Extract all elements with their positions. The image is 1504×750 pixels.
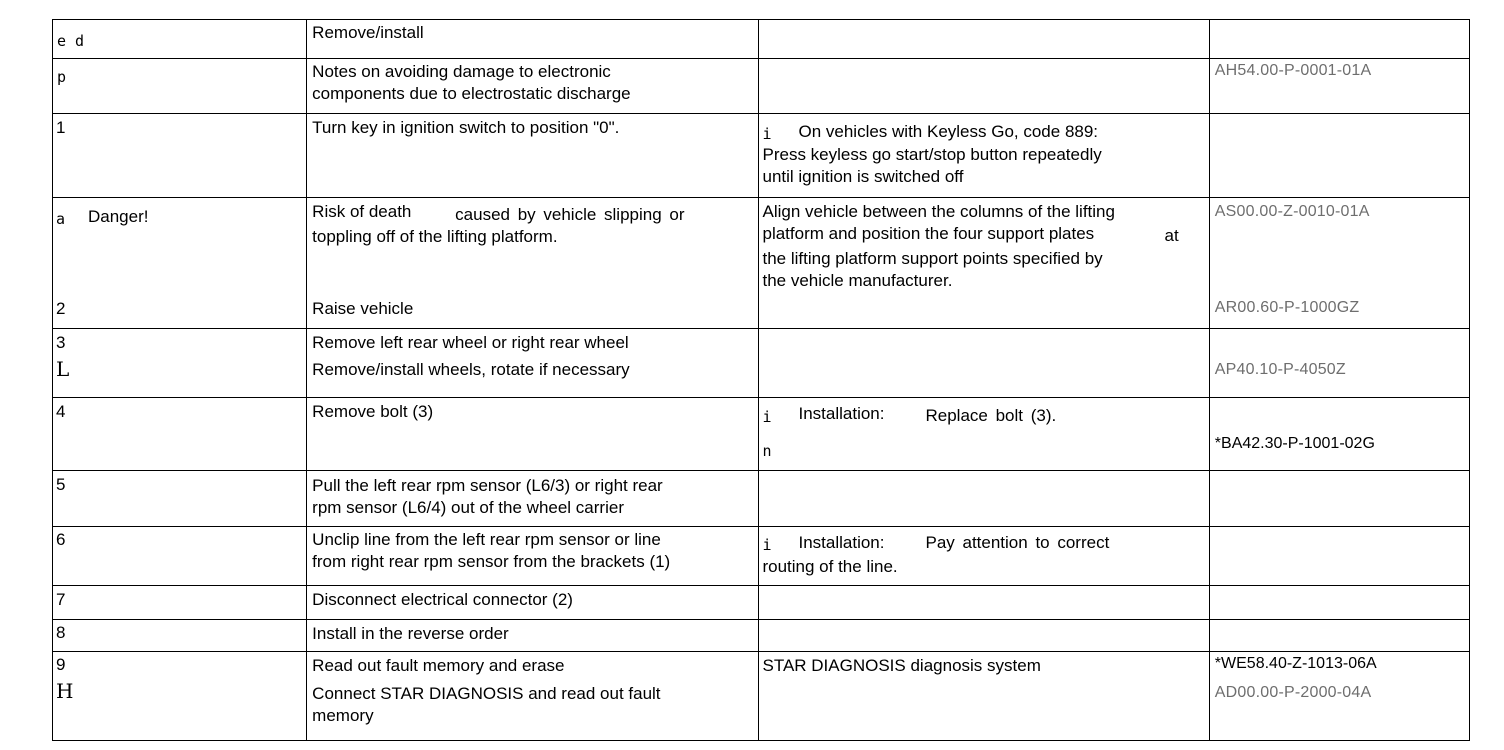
danger-text: caused by vehicle slipping or (455, 205, 685, 224)
document-reference[interactable]: *WE58.40-Z-1013-06A (1214, 655, 1377, 672)
step-text: Notes on avoiding damage to electronic (312, 62, 611, 81)
step-number: 3 (56, 333, 66, 352)
step-number: 6 (56, 530, 66, 549)
symbol-ed: e d (57, 32, 85, 50)
symbol-h: H (56, 679, 74, 703)
step-text: from right rear rpm sensor from the brackets (1) (312, 552, 671, 571)
step-text: Read out fault memory and erase (312, 656, 565, 675)
step-number: 2 (56, 299, 66, 318)
note-icon: n (762, 442, 772, 460)
table-row (53, 471, 1470, 527)
table-row (53, 20, 1470, 59)
step-number: 1 (56, 118, 66, 137)
note-text: Installation: (798, 404, 885, 423)
info-icon: i (762, 408, 772, 426)
note-text: Replace bolt (3). (925, 406, 1057, 425)
table-row (53, 198, 1470, 329)
note-text: Press keyless go start/stop button repeatedly (762, 145, 1102, 164)
table-row (53, 527, 1470, 586)
step-text: memory (312, 706, 374, 725)
procedure-table (52, 19, 1470, 741)
table-row (53, 586, 1470, 620)
note-text: at (1164, 226, 1179, 245)
table-row (53, 329, 1470, 398)
document-reference[interactable]: AH54.00-P-0001-01A (1214, 62, 1372, 79)
step-text: Pull the left rear rpm sensor (L6/3) or right rear (312, 476, 663, 495)
step-number: 8 (56, 623, 66, 642)
warning-icon: a (56, 210, 66, 228)
step-text: Remove bolt (3) (312, 402, 434, 421)
note-text: Installation: (798, 533, 885, 552)
step-number: 9 (56, 655, 66, 674)
note-text: until ignition is switched off (762, 167, 964, 186)
step-text: Install in the reverse order (312, 624, 509, 643)
danger-label: Danger! (88, 207, 149, 226)
step-text: Disconnect electrical connector (2) (312, 590, 573, 609)
document-reference[interactable]: AS00.00-Z-0010-01A (1214, 203, 1370, 220)
step-text: Unclip line from the left rear rpm sensor or line (312, 530, 661, 549)
note-text: Pay attention to correct (925, 533, 1110, 552)
danger-text: Risk of death (312, 202, 412, 221)
info-icon: i (762, 125, 772, 143)
table-row (53, 398, 1470, 471)
symbol-p: p (57, 68, 67, 86)
table-row (53, 59, 1470, 114)
note-text: platform and position the four support plates (762, 224, 1095, 243)
step-text: Turn key in ignition switch to position "0". (312, 118, 620, 137)
step-text: components due to electrostatic discharge (312, 84, 631, 103)
step-text: Connect STAR DIAGNOSIS and read out fault (312, 684, 661, 703)
step-text: Remove left rear wheel or right rear wheel (312, 333, 629, 352)
table-row (53, 652, 1470, 741)
note-text: Align vehicle between the columns of the lifting (762, 202, 1115, 221)
step-text: Remove/install (312, 23, 424, 42)
step-number: 5 (56, 475, 66, 494)
danger-text: toppling off of the lifting platform. (312, 227, 558, 246)
document-reference[interactable]: AP40.10-P-4050Z (1214, 361, 1346, 378)
step-text: Remove/install wheels, rotate if necessary (312, 360, 630, 379)
note-text: the vehicle manufacturer. (762, 271, 953, 290)
step-text: Raise vehicle (312, 299, 414, 318)
step-number: 7 (56, 590, 66, 609)
note-text: STAR DIAGNOSIS diagnosis system (762, 656, 1041, 675)
symbol-l: L (56, 357, 70, 381)
table-row (53, 620, 1470, 652)
step-number: 4 (56, 402, 66, 421)
document-reference[interactable]: AD00.00-P-2000-04A (1214, 684, 1372, 701)
step-text: rpm sensor (L6/4) out of the wheel carrier (312, 498, 624, 517)
note-text: the lifting platform support points specified by (762, 249, 1103, 268)
note-text: On vehicles with Keyless Go, code 889: (798, 122, 1099, 141)
document-reference[interactable]: *BA42.30-P-1001-02G (1214, 435, 1375, 452)
note-text: routing of the line. (762, 557, 898, 576)
table-row (53, 114, 1470, 198)
document-reference[interactable]: AR00.60-P-1000GZ (1214, 299, 1360, 316)
info-icon: i (762, 536, 772, 554)
